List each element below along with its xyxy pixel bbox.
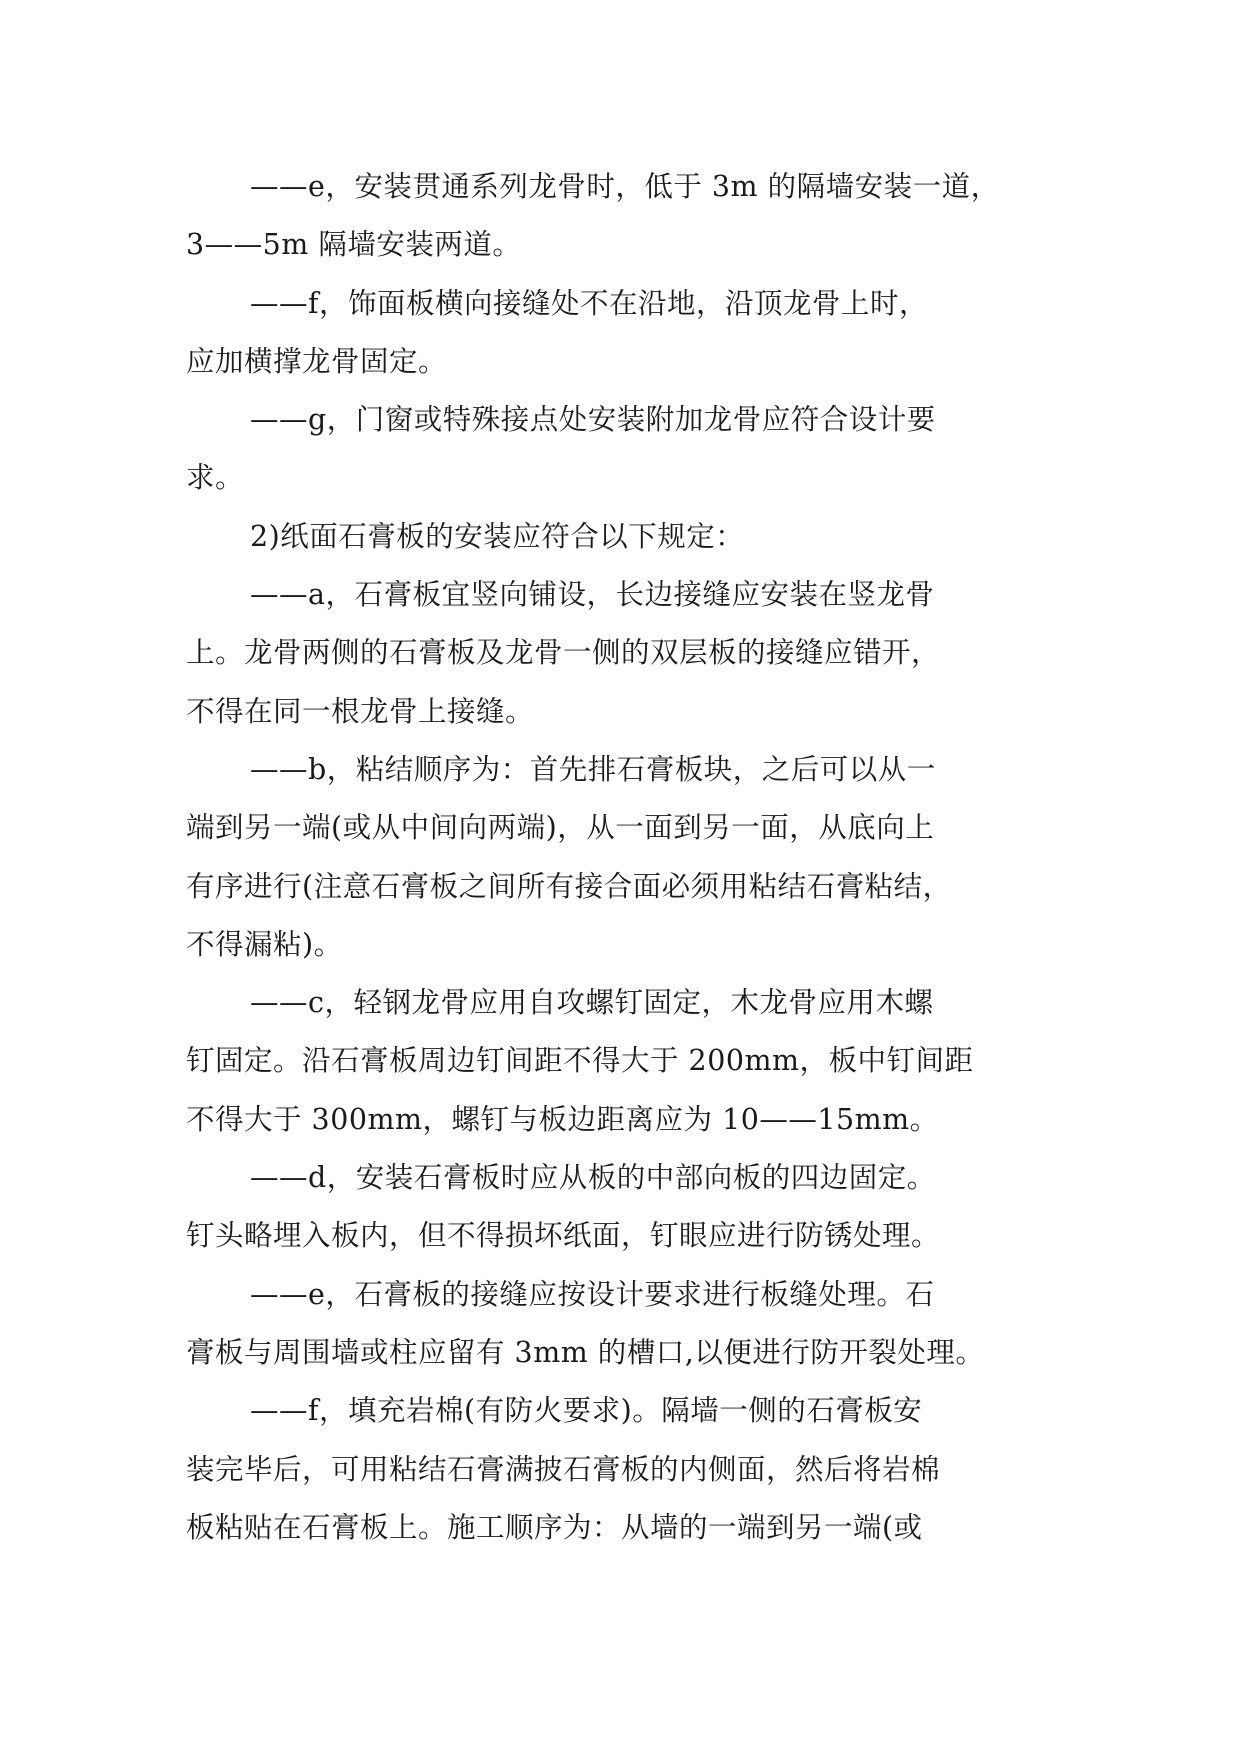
text-line: 3——5m 隔墙安装两道。 xyxy=(186,228,522,262)
text-line: ——f，饰面板横向接缝处不在沿地，沿顶龙骨上时， xyxy=(250,286,929,320)
text-line: 装完毕后，可用粘结石膏满披石膏板的内侧面，然后将岩棉 xyxy=(186,1452,941,1486)
text-line: 有序进行(注意石膏板之间所有接合面必须用粘结石膏粘结， xyxy=(186,869,952,903)
text-line: 钉头略埋入板内，但不得损坏纸面，钉眼应进行防锈处理。 xyxy=(186,1219,941,1253)
text-line: ——b，粘结顺序为：首先排石膏板块，之后可以从一 xyxy=(250,752,936,786)
text-line: 不得在同一根龙骨上接缝。 xyxy=(186,694,535,728)
text-line: ——e，安装贯通系列龙骨时，低于 3m 的隔墙安装一道， xyxy=(250,170,1000,203)
text-line: 钉固定。沿石膏板周边钉间距不得大于 200mm，板中钉间距 xyxy=(186,1044,974,1078)
text-line: 求。 xyxy=(186,461,245,495)
text-line: 应加横撑龙骨固定。 xyxy=(186,344,448,378)
text-line: ——e，石膏板的接缝应按设计要求进行板缝处理。石 xyxy=(250,1277,935,1311)
document-body xyxy=(186,158,1056,1557)
text-line: 2)纸面石膏板的安装应符合以下规定： xyxy=(250,519,745,553)
text-line: ——a，石膏板宜竖向铺设，长边接缝应安装在竖龙骨 xyxy=(250,578,935,612)
text-line: ——f，填充岩棉(有防火要求)。隔墙一侧的石膏板安 xyxy=(250,1394,923,1428)
text-line: ——d，安装石膏板时应从板的中部向板的四边固定。 xyxy=(250,1161,936,1195)
text-line: 端到另一端(或从中间向两端)，从一面到另一面，从底向上 xyxy=(186,811,935,845)
text-line: 上。龙骨两侧的石膏板及龙骨一侧的双层板的接缝应错开， xyxy=(186,636,941,670)
text-line: ——c，轻钢龙骨应用自攻螺钉固定，木龙骨应用木螺 xyxy=(250,986,934,1020)
text-line: 板粘贴在石膏板上。施工顺序为：从墙的一端到另一端(或 xyxy=(186,1510,923,1544)
text-line: 不得大于 300mm，螺钉与板边距离应为 10——15mm。 xyxy=(186,1102,939,1136)
text-line: 膏板与周围墙或柱应留有 3mm 的槽口,以便进行防开裂处理。 xyxy=(186,1335,985,1369)
text-line: ——g，门窗或特殊接点处安装附加龙骨应符合设计要 xyxy=(250,403,936,437)
text-line: 不得漏粘)。 xyxy=(186,927,343,961)
